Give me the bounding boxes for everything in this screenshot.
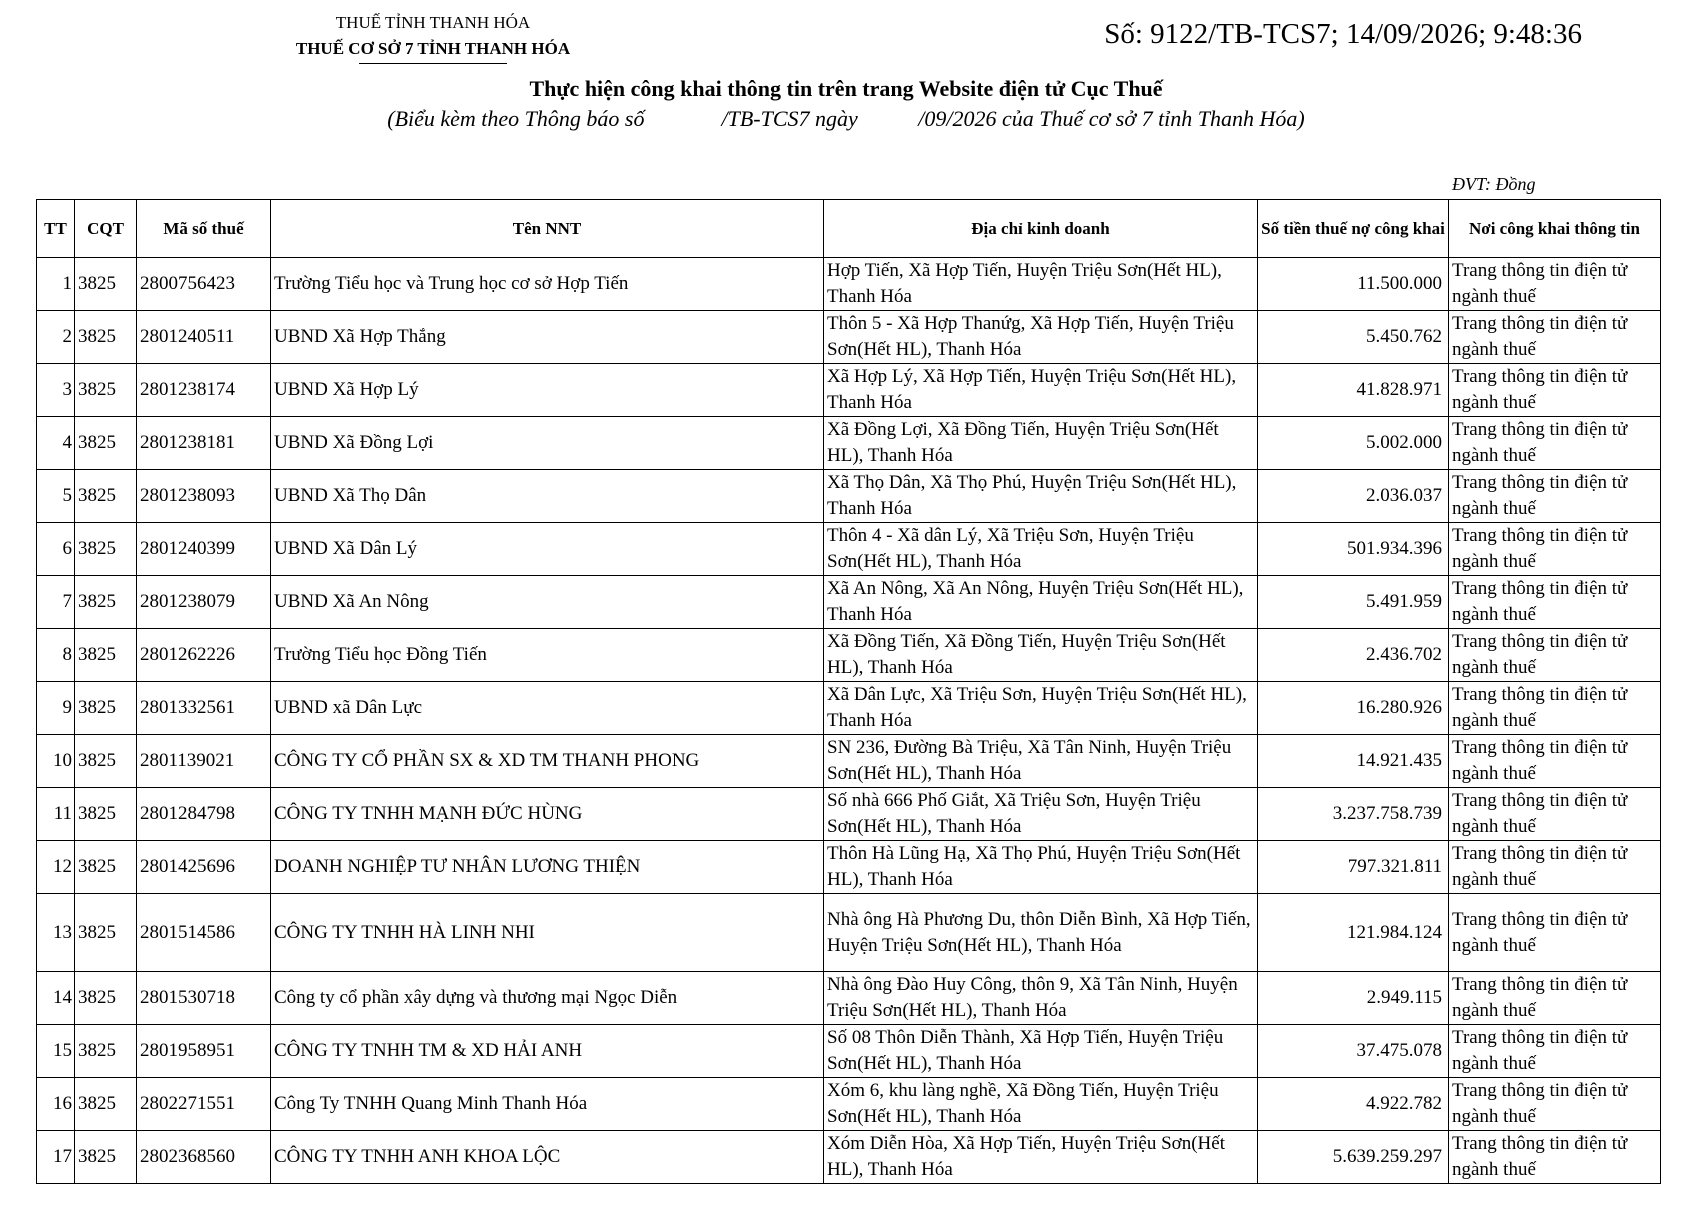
cell-tt: 4	[37, 417, 75, 470]
cell-cqt: 3825	[75, 841, 137, 894]
cell-tt: 9	[37, 682, 75, 735]
cell-taxpayer-name: UBND xã Dân Lực	[271, 682, 824, 735]
cell-disclosure-place: Trang thông tin điện tử ngành thuế	[1449, 364, 1661, 417]
cell-taxpayer-name: DOANH NGHIỆP TƯ NHÂN LƯƠNG THIỆN	[271, 841, 824, 894]
cell-disclosure-place: Trang thông tin điện tử ngành thuế	[1449, 576, 1661, 629]
cell-cqt: 3825	[75, 682, 137, 735]
cell-taxpayer-name: CÔNG TY TNHH ANH KHOA LỘC	[271, 1131, 824, 1184]
cell-debt-amount: 14.921.435	[1258, 735, 1449, 788]
cell-disclosure-place: Trang thông tin điện tử ngành thuế	[1449, 1078, 1661, 1131]
cell-tt: 13	[37, 894, 75, 972]
cell-business-address: Nhà ông Đào Huy Công, thôn 9, Xã Tân Ninh, Huyện Triệu Sơn(Hết HL), Thanh Hóa	[824, 972, 1258, 1025]
table-row	[37, 576, 1661, 629]
cell-taxpayer-name: Công ty cổ phần xây dựng và thương mại Ngọc Diễn	[271, 972, 824, 1025]
table-row	[37, 523, 1661, 576]
column-header-debt-amount: Số tiền thuế nợ công khai	[1258, 200, 1449, 258]
cell-tt: 14	[37, 972, 75, 1025]
cell-cqt: 3825	[75, 576, 137, 629]
agency-underline	[359, 63, 507, 64]
cell-business-address: Thôn 5 - Xã Hợp Thanứg, Xã Hợp Tiến, Huyện Triệu Sơn(Hết HL), Thanh Hóa	[824, 311, 1258, 364]
cell-taxpayer-name: CÔNG TY CỔ PHẦN SX & XD TM THANH PHONG	[271, 735, 824, 788]
cell-taxpayer-name: UBND Xã Dân Lý	[271, 523, 824, 576]
cell-debt-amount: 121.984.124	[1258, 894, 1449, 972]
cell-cqt: 3825	[75, 735, 137, 788]
cell-debt-amount: 16.280.926	[1258, 682, 1449, 735]
cell-tt: 7	[37, 576, 75, 629]
cell-taxpayer-name: UBND Xã Đồng Lợi	[271, 417, 824, 470]
cell-tt: 17	[37, 1131, 75, 1184]
cell-business-address: Thôn 4 - Xã dân Lý, Xã Triệu Sơn, Huyện Triệu Sơn(Hết HL), Thanh Hóa	[824, 523, 1258, 576]
cell-business-address: Nhà ông Hà Phương Du, thôn Diễn Bình, Xã Hợp Tiến, Huyện Triệu Sơn(Hết HL), Thanh Hóa	[824, 894, 1258, 972]
cell-debt-amount: 37.475.078	[1258, 1025, 1449, 1078]
cell-cqt: 3825	[75, 311, 137, 364]
cell-taxpayer-name: Công Ty TNHH Quang Minh Thanh Hóa	[271, 1078, 824, 1131]
cell-business-address: Số nhà 666 Phố Giắt, Xã Triệu Sơn, Huyện Triệu Sơn(Hết HL), Thanh Hóa	[824, 788, 1258, 841]
cell-tax-code: 2802368560	[137, 1131, 271, 1184]
cell-tt: 10	[37, 735, 75, 788]
agency-name: THUẾ CƠ SỞ 7 TỈNH THANH HÓA	[295, 39, 571, 58]
cell-tax-code: 2801139021	[137, 735, 271, 788]
table-header-row	[37, 200, 1661, 258]
cell-disclosure-place: Trang thông tin điện tử ngành thuế	[1449, 841, 1661, 894]
page-title: Thực hiện công khai thông tin trên trang Website điện tử Cục Thuế	[529, 76, 1163, 101]
cell-disclosure-place: Trang thông tin điện tử ngành thuế	[1449, 894, 1661, 972]
cell-debt-amount: 5.450.762	[1258, 311, 1449, 364]
table-row	[37, 1025, 1661, 1078]
column-header-disclosure-place: Nơi công khai thông tin	[1449, 200, 1661, 258]
column-header-taxpayer-name: Tên NNT	[271, 200, 824, 258]
cell-disclosure-place: Trang thông tin điện tử ngành thuế	[1449, 311, 1661, 364]
cell-taxpayer-name: UBND Xã Thọ Dân	[271, 470, 824, 523]
unit-label: ĐVT: Đồng	[1452, 174, 1536, 194]
column-header-cqt: CQT	[75, 200, 137, 258]
cell-business-address: Thôn Hà Lũng Hạ, Xã Thọ Phú, Huyện Triệu Sơn(Hết HL), Thanh Hóa	[824, 841, 1258, 894]
table-row	[37, 788, 1661, 841]
table-row	[37, 417, 1661, 470]
cell-tt: 12	[37, 841, 75, 894]
cell-disclosure-place: Trang thông tin điện tử ngành thuế	[1449, 523, 1661, 576]
cell-debt-amount: 4.922.782	[1258, 1078, 1449, 1131]
cell-tt: 1	[37, 258, 75, 311]
cell-tax-code: 2801262226	[137, 629, 271, 682]
table-row	[37, 1078, 1661, 1131]
column-header-tt: TT	[37, 200, 75, 258]
cell-cqt: 3825	[75, 523, 137, 576]
table-row	[37, 1131, 1661, 1184]
cell-debt-amount: 797.321.811	[1258, 841, 1449, 894]
cell-tax-code: 2802271551	[137, 1078, 271, 1131]
cell-tax-code: 2801284798	[137, 788, 271, 841]
cell-cqt: 3825	[75, 364, 137, 417]
cell-tt: 2	[37, 311, 75, 364]
cell-business-address: Xóm Diễn Hòa, Xã Hợp Tiến, Huyện Triệu Sơn(Hết HL), Thanh Hóa	[824, 1131, 1258, 1184]
cell-debt-amount: 3.237.758.739	[1258, 788, 1449, 841]
cell-disclosure-place: Trang thông tin điện tử ngành thuế	[1449, 1131, 1661, 1184]
cell-tax-code: 2801238079	[137, 576, 271, 629]
cell-debt-amount: 5.002.000	[1258, 417, 1449, 470]
cell-debt-amount: 2.949.115	[1258, 972, 1449, 1025]
cell-business-address: Hợp Tiến, Xã Hợp Tiến, Huyện Triệu Sơn(Hết HL), Thanh Hóa	[824, 258, 1258, 311]
column-header-tax-code: Mã số thuế	[137, 200, 271, 258]
cell-cqt: 3825	[75, 1131, 137, 1184]
table-body	[37, 258, 1661, 1184]
cell-tax-code: 2801514586	[137, 894, 271, 972]
cell-taxpayer-name: Trường Tiểu học và Trung học cơ sở Hợp Tiến	[271, 258, 824, 311]
cell-business-address: Xóm 6, khu làng nghề, Xã Đồng Tiến, Huyện Triệu Sơn(Hết HL), Thanh Hóa	[824, 1078, 1258, 1131]
table-row	[37, 894, 1661, 972]
cell-tt: 3	[37, 364, 75, 417]
table-row	[37, 311, 1661, 364]
cell-debt-amount: 11.500.000	[1258, 258, 1449, 311]
agency-block	[268, 10, 598, 64]
cell-cqt: 3825	[75, 894, 137, 972]
cell-taxpayer-name: Trường Tiểu học Đồng Tiến	[271, 629, 824, 682]
cell-business-address: Xã An Nông, Xã An Nông, Huyện Triệu Sơn(Hết HL), Thanh Hóa	[824, 576, 1258, 629]
table-row	[37, 841, 1661, 894]
cell-business-address: Xã Hợp Lý, Xã Hợp Tiến, Huyện Triệu Sơn(Hết HL), Thanh Hóa	[824, 364, 1258, 417]
cell-tt: 16	[37, 1078, 75, 1131]
cell-taxpayer-name: UBND Xã Hợp Lý	[271, 364, 824, 417]
cell-disclosure-place: Trang thông tin điện tử ngành thuế	[1449, 788, 1661, 841]
document-number: Số: 9122/TB-TCS7; 14/09/2026; 9:48:36	[1104, 18, 1582, 50]
cell-cqt: 3825	[75, 1025, 137, 1078]
agency-parent: THUẾ TỈNH THANH HÓA	[335, 13, 531, 32]
cell-tax-code: 2801530718	[137, 972, 271, 1025]
cell-debt-amount: 5.639.259.297	[1258, 1131, 1449, 1184]
cell-cqt: 3825	[75, 258, 137, 311]
cell-business-address: Số 08 Thôn Diễn Thành, Xã Hợp Tiến, Huyện Triệu Sơn(Hết HL), Thanh Hóa	[824, 1025, 1258, 1078]
cell-cqt: 3825	[75, 788, 137, 841]
table-row	[37, 972, 1661, 1025]
cell-tax-code: 2801240511	[137, 311, 271, 364]
cell-business-address: SN 236, Đường Bà Triệu, Xã Tân Ninh, Huyện Triệu Sơn(Hết HL), Thanh Hóa	[824, 735, 1258, 788]
page-subtitle: (Biểu kèm theo Thông báo số /TB-TCS7 ngày /09/2026 của Thuế cơ sở 7 tỉnh Thanh Hóa)	[387, 106, 1305, 131]
cell-disclosure-place: Trang thông tin điện tử ngành thuế	[1449, 470, 1661, 523]
cell-tax-code: 2801332561	[137, 682, 271, 735]
column-header-business-address: Địa chỉ kinh doanh	[824, 200, 1258, 258]
cell-tax-code: 2801238093	[137, 470, 271, 523]
table-row	[37, 735, 1661, 788]
cell-debt-amount: 5.491.959	[1258, 576, 1449, 629]
cell-tt: 5	[37, 470, 75, 523]
cell-disclosure-place: Trang thông tin điện tử ngành thuế	[1449, 258, 1661, 311]
cell-tt: 15	[37, 1025, 75, 1078]
cell-tt: 8	[37, 629, 75, 682]
cell-cqt: 3825	[75, 972, 137, 1025]
cell-taxpayer-name: CÔNG TY TNHH MẠNH ĐỨC HÙNG	[271, 788, 824, 841]
cell-business-address: Xã Đồng Lợi, Xã Đồng Tiến, Huyện Triệu Sơn(Hết HL), Thanh Hóa	[824, 417, 1258, 470]
cell-tax-code: 2801240399	[137, 523, 271, 576]
cell-debt-amount: 2.036.037	[1258, 470, 1449, 523]
cell-cqt: 3825	[75, 1078, 137, 1131]
cell-disclosure-place: Trang thông tin điện tử ngành thuế	[1449, 417, 1661, 470]
cell-disclosure-place: Trang thông tin điện tử ngành thuế	[1449, 682, 1661, 735]
cell-business-address: Xã Đồng Tiến, Xã Đồng Tiến, Huyện Triệu Sơn(Hết HL), Thanh Hóa	[824, 629, 1258, 682]
cell-business-address: Xã Thọ Dân, Xã Thọ Phú, Huyện Triệu Sơn(Hết HL), Thanh Hóa	[824, 470, 1258, 523]
cell-cqt: 3825	[75, 417, 137, 470]
cell-taxpayer-name: CÔNG TY TNHH TM & XD HẢI ANH	[271, 1025, 824, 1078]
cell-disclosure-place: Trang thông tin điện tử ngành thuế	[1449, 735, 1661, 788]
cell-debt-amount: 501.934.396	[1258, 523, 1449, 576]
cell-tt: 11	[37, 788, 75, 841]
cell-debt-amount: 2.436.702	[1258, 629, 1449, 682]
table-row	[37, 258, 1661, 311]
cell-tax-code: 2801425696	[137, 841, 271, 894]
debt-table	[36, 199, 1661, 1184]
cell-disclosure-place: Trang thông tin điện tử ngành thuế	[1449, 972, 1661, 1025]
cell-taxpayer-name: UBND Xã Hợp Thắng	[271, 311, 824, 364]
cell-tt: 6	[37, 523, 75, 576]
cell-tax-code: 2801958951	[137, 1025, 271, 1078]
cell-cqt: 3825	[75, 470, 137, 523]
table-row	[37, 682, 1661, 735]
cell-tax-code: 2801238181	[137, 417, 271, 470]
table-row	[37, 470, 1661, 523]
cell-cqt: 3825	[75, 629, 137, 682]
cell-disclosure-place: Trang thông tin điện tử ngành thuế	[1449, 1025, 1661, 1078]
cell-disclosure-place: Trang thông tin điện tử ngành thuế	[1449, 629, 1661, 682]
table-row	[37, 364, 1661, 417]
cell-taxpayer-name: CÔNG TY TNHH HÀ LINH NHI	[271, 894, 824, 972]
cell-debt-amount: 41.828.971	[1258, 364, 1449, 417]
cell-tax-code: 2800756423	[137, 258, 271, 311]
cell-business-address: Xã Dân Lực, Xã Triệu Sơn, Huyện Triệu Sơn(Hết HL), Thanh Hóa	[824, 682, 1258, 735]
cell-taxpayer-name: UBND Xã An Nông	[271, 576, 824, 629]
cell-tax-code: 2801238174	[137, 364, 271, 417]
table-row	[37, 629, 1661, 682]
